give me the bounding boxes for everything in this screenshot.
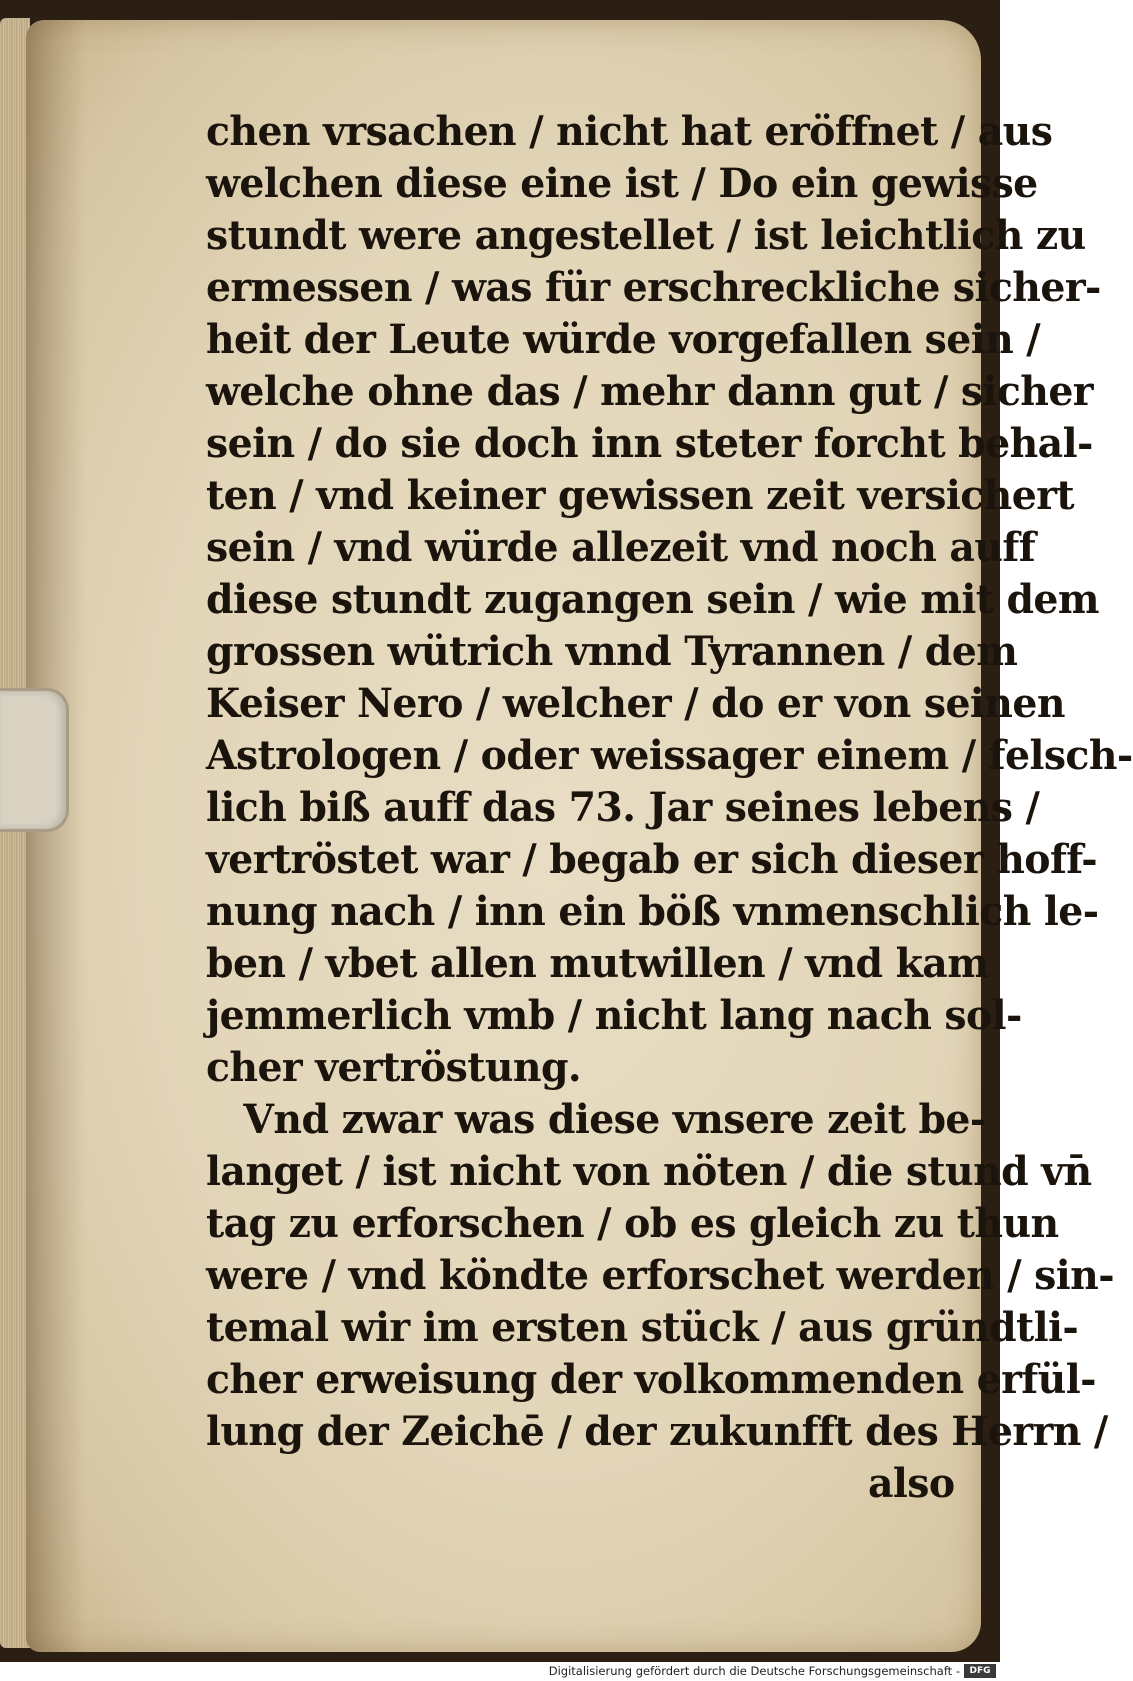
text-line: langet / ist nicht von nöten / die stund vn̄ [206, 1148, 1092, 1195]
text-line: nung nach / inn ein böß vnmenschlich le- [206, 888, 1099, 935]
text-line: welche ohne das / mehr dann gut / sicher [206, 368, 1093, 415]
text-line: were / vnd köndte erforschet werden / sin- [206, 1252, 1114, 1299]
text-line: heit der Leute würde vorgefallen sein / [206, 316, 1041, 363]
text-line: vertröstet war / begab er sich dieser hoff- [206, 836, 1098, 883]
text-line: jemmerlich vmb / nicht lang nach sol- [206, 992, 1022, 1039]
text-line: Astrologen / oder weissager einem / felsch- [206, 732, 1133, 779]
text-line: cher vertröstung. [206, 1044, 582, 1091]
text-line: lung der Zeichē / der zukunfft des Herrn / [206, 1408, 1108, 1455]
footer-bar [0, 1662, 1000, 1681]
text-line: sein / do sie doch inn steter forcht behal- [206, 420, 1093, 467]
text-line: grossen wütrich vnnd Tyrannen / dem [206, 628, 1018, 675]
text-line: welchen diese eine ist / Do ein gewisse [206, 160, 1038, 207]
text-line: ermessen / was für erschreckliche sicher- [206, 264, 1101, 311]
gutter-shadow [26, 20, 86, 1652]
paragraph-start-line: Vnd zwar was diese vnsere zeit be- [243, 1096, 986, 1143]
text-line: cher erweisung der volkommenden erfül- [206, 1356, 1096, 1403]
funding-credit: Digitalisierung gefördert durch die Deutsche Forschungsgemeinschaft - [548, 1664, 960, 1678]
text-line: temal wir im ersten stück / aus gründtli- [206, 1304, 1079, 1351]
dfg-logo: DFG [964, 1664, 996, 1678]
text-line: stundt were angestellet / ist leichtlich zu [206, 212, 1086, 259]
text-line: Keiser Nero / welcher / do er von seinen [206, 680, 1065, 727]
text-line: lich biß auff das 73. Jar seines lebens / [206, 784, 1040, 831]
page-tab-marker [0, 688, 69, 832]
text-line: sein / vnd würde allezeit vnd noch auff [206, 524, 1036, 571]
text-line: chen vrsachen / nicht hat eröffnet / aus [206, 108, 1053, 155]
text-line: ben / vbet allen mutwillen / vnd kam [206, 940, 989, 987]
text-line: diese stundt zugangen sein / wie mit dem [206, 576, 1100, 623]
catchword: also [867, 1460, 955, 1507]
page-text [206, 106, 1133, 1510]
text-line: tag zu erforschen / ob es gleich zu thun [206, 1200, 1059, 1247]
text-line: ten / vnd keiner gewissen zeit versichert [206, 472, 1074, 519]
